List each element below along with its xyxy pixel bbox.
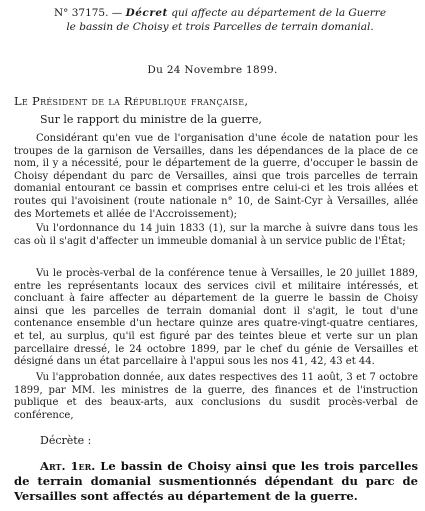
decree-header [40, 6, 400, 34]
decree-label: Décret [125, 7, 168, 19]
decree-date: Du 24 Novembre 1899. [147, 64, 278, 76]
decree-number: N° 37175. [53, 7, 109, 19]
rapport-line: Sur le rapport du ministre de la guerre, [40, 113, 262, 126]
header-dash: — [108, 7, 126, 19]
article-text: Le bassin de Choisy ainsi que les trois parcelles de terrain domanial susmentionnés dépendant du parc de Versailles sont affectés au département de la guerre. [14, 459, 418, 503]
president-heading: Le Président de la République française, [14, 94, 249, 108]
paragraph-ordonnance: Vu l'ordonnance du 14 juin 1833 (1), sur la marche à suivre dans tous les cas où il s'agit d'affecter un immeuble domanial à un service public de l'État; [14, 223, 418, 247]
article-1 [14, 459, 418, 504]
decrete-heading: Décrète : [40, 434, 92, 447]
paragraph-considerant: Considérant qu'en vue de l'organisation d'une école de natation pour les troupes de la garnison de Versailles, dans les dépendances de la place de ce nom, il y a nécessité, pour le département de la guerre, d'occuper le bassin de Choisy dépendant du parc de Versailles, ainsi que trois parcelles de terrain domanial entourant ce bassin et comprises entre celui-ci et les trois allées et routes qui l'avoisinent (route nationale n° 10, de Saint-Cyr à Versailles, allée des Mortemets et allée de l'Accroissement); [14, 133, 418, 220]
paragraph-approbation: Vu l'approbation donnée, aux dates respectives des 11 août, 3 et 7 octobre 1899, par MM. les ministres de la guerre, des finances et de l'instruction publique et des beaux-arts, aux conclusions du susdit procès-verbal de conférence, [14, 372, 418, 421]
article-label: Art. 1er. [40, 459, 96, 473]
header-line2: le bassin de Choisy et trois Parcelles de terrain domanial. [66, 21, 374, 33]
header-line1: qui affecte au département de la Guerre [167, 7, 387, 19]
paragraph-proces-verbal: Vu le procès-verbal de la conférence tenue à Versailles, le 20 juillet 1889, entre les représentants locaux des services civil et militaire intéressés, et concluant à faire affecter au département de la guerre le bassin de Choisy ainsi que les parcelles de terrain domanial dont il s'agit, le tout d'une contenance ensemble d'un hectare quinze ares quatre-vingt-quatre centiares, et tel, au surplus, qu'il est figuré par des teintes bleue et verte sur un plan parcellaire dressé, le 24 octobre 1899, par le chef du génie de Versailles et désigné dans un état parcellaire à l'appui sous les nos 41, 42, 43 et 44. [14, 268, 418, 368]
